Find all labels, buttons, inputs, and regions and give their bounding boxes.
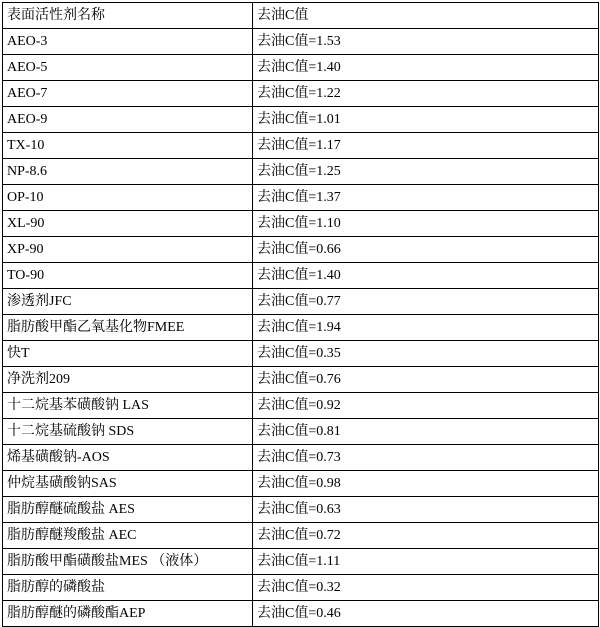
cell-surfactant-name: TX-10: [3, 133, 253, 159]
table-row: [3, 445, 599, 471]
cell-surfactant-name: 仲烷基磺酸钠SAS: [3, 471, 253, 497]
cell-degreasing-value: 去油C值=0.73: [253, 445, 599, 471]
cell-degreasing-value: 去油C值=1.17: [253, 133, 599, 159]
cell-degreasing-value: 去油C值=1.37: [253, 185, 599, 211]
cell-surfactant-name: AEO-7: [3, 81, 253, 107]
cell-degreasing-value: 去油C值=0.46: [253, 601, 599, 627]
cell-degreasing-value: 去油C值=0.81: [253, 419, 599, 445]
cell-surfactant-name: 十二烷基苯磺酸钠 LAS: [3, 393, 253, 419]
cell-degreasing-value: 去油C值=1.01: [253, 107, 599, 133]
table-row: [3, 29, 599, 55]
table-row: [3, 55, 599, 81]
cell-degreasing-value: 去油C值=1.10: [253, 211, 599, 237]
cell-surfactant-name: 十二烷基硫酸钠 SDS: [3, 419, 253, 445]
cell-degreasing-value: 去油C值=1.40: [253, 263, 599, 289]
table-row: [3, 549, 599, 575]
cell-degreasing-value: 去油C值=1.94: [253, 315, 599, 341]
table-body: [3, 3, 599, 627]
table-row: [3, 497, 599, 523]
cell-surfactant-name: TO-90: [3, 263, 253, 289]
table-row: [3, 185, 599, 211]
cell-surfactant-name: 渗透剂JFC: [3, 289, 253, 315]
table-row: [3, 107, 599, 133]
column-header-name: 表面活性剂名称: [3, 3, 253, 29]
cell-surfactant-name: AEO-5: [3, 55, 253, 81]
table-row: [3, 159, 599, 185]
cell-surfactant-name: 脂肪醇醚羧酸盐 AEC: [3, 523, 253, 549]
table-row: [3, 575, 599, 601]
cell-degreasing-value: 去油C值=0.35: [253, 341, 599, 367]
table-row: [3, 341, 599, 367]
table-row: [3, 211, 599, 237]
cell-surfactant-name: 净洗剂209: [3, 367, 253, 393]
table-row: [3, 367, 599, 393]
surfactant-degreasing-table: [2, 2, 599, 627]
table-row: [3, 315, 599, 341]
cell-surfactant-name: 脂肪醇醚的磷酸酯AEP: [3, 601, 253, 627]
cell-degreasing-value: 去油C值=1.53: [253, 29, 599, 55]
table-row: [3, 471, 599, 497]
column-header-value: 去油C值: [253, 3, 599, 29]
table-row: [3, 601, 599, 627]
cell-surfactant-name: NP-8.6: [3, 159, 253, 185]
table-row: [3, 289, 599, 315]
cell-degreasing-value: 去油C值=1.22: [253, 81, 599, 107]
table-row: [3, 393, 599, 419]
cell-degreasing-value: 去油C值=0.76: [253, 367, 599, 393]
cell-degreasing-value: 去油C值=0.32: [253, 575, 599, 601]
cell-surfactant-name: 快T: [3, 341, 253, 367]
cell-degreasing-value: 去油C值=1.40: [253, 55, 599, 81]
cell-surfactant-name: AEO-9: [3, 107, 253, 133]
cell-surfactant-name: 脂肪醇醚硫酸盐 AES: [3, 497, 253, 523]
cell-degreasing-value: 去油C值=0.77: [253, 289, 599, 315]
cell-degreasing-value: 去油C值=0.63: [253, 497, 599, 523]
cell-surfactant-name: 脂肪醇的磷酸盐: [3, 575, 253, 601]
table-header-row: [3, 3, 599, 29]
table-row: [3, 237, 599, 263]
cell-degreasing-value: 去油C值=0.92: [253, 393, 599, 419]
cell-degreasing-value: 去油C值=1.11: [253, 549, 599, 575]
cell-surfactant-name: XP-90: [3, 237, 253, 263]
table-row: [3, 133, 599, 159]
table-row: [3, 263, 599, 289]
cell-surfactant-name: 烯基磺酸钠-AOS: [3, 445, 253, 471]
cell-surfactant-name: OP-10: [3, 185, 253, 211]
cell-degreasing-value: 去油C值=0.66: [253, 237, 599, 263]
cell-degreasing-value: 去油C值=0.98: [253, 471, 599, 497]
cell-surfactant-name: 脂肪酸甲酯磺酸盐MES （液体）: [3, 549, 253, 575]
cell-degreasing-value: 去油C值=1.25: [253, 159, 599, 185]
cell-surfactant-name: AEO-3: [3, 29, 253, 55]
table-row: [3, 419, 599, 445]
cell-degreasing-value: 去油C值=0.72: [253, 523, 599, 549]
table-row: [3, 81, 599, 107]
cell-surfactant-name: XL-90: [3, 211, 253, 237]
cell-surfactant-name: 脂肪酸甲酯乙氧基化物FMEE: [3, 315, 253, 341]
table-row: [3, 523, 599, 549]
